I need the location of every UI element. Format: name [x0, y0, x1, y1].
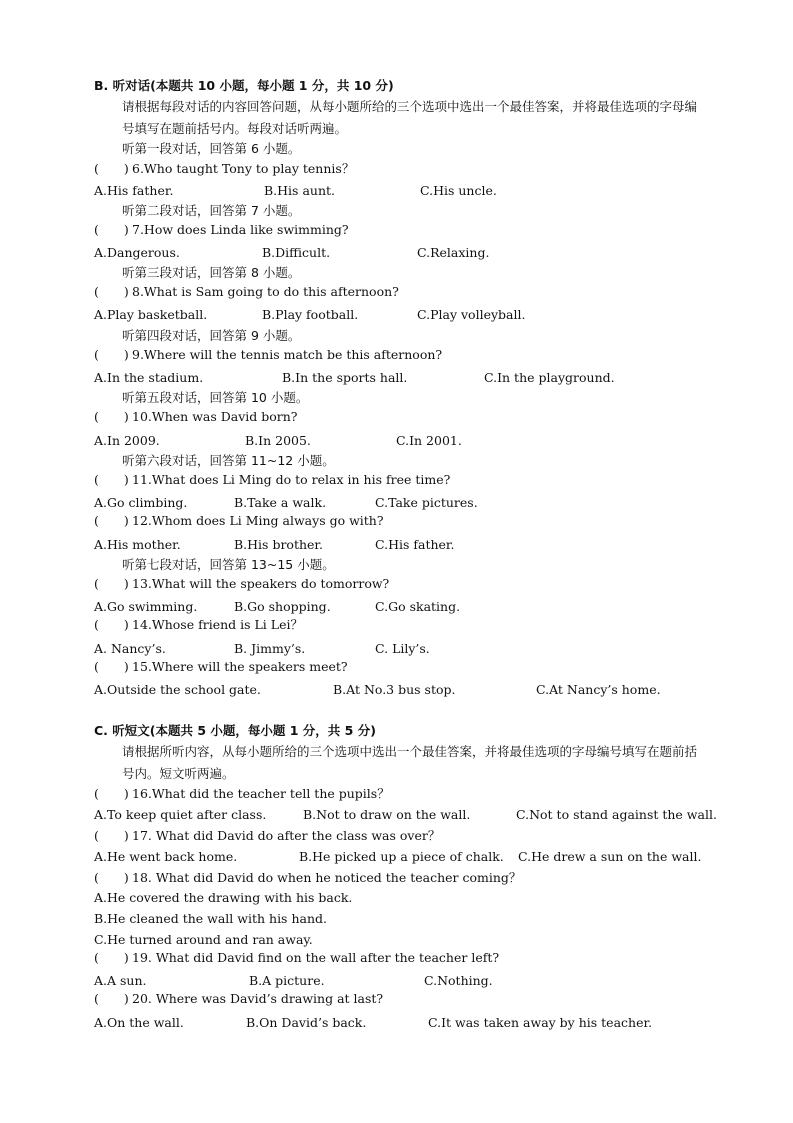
- group-5-label: 听第五段对话，回答第 10 小题。: [122, 390, 309, 405]
- option-b: B.His brother.: [234, 537, 323, 552]
- question-text: 13.What will the speakers do tomorrow?: [132, 576, 390, 591]
- option-b: B.He picked up a piece of chalk.: [299, 849, 504, 864]
- question-text: 9.Where will the tennis match be this afternoon?: [132, 347, 443, 362]
- options-17: [94, 849, 714, 865]
- option-a: A.In the stadium.: [94, 370, 204, 385]
- options-9: [94, 370, 714, 386]
- group-6-label: 听第六段对话，回答第 11~12 小题。: [122, 453, 335, 468]
- option-c: C.Nothing.: [424, 973, 493, 988]
- answer-blank[interactable]: ( ): [94, 222, 129, 237]
- question-text: 15.Where will the speakers meet?: [132, 659, 348, 674]
- question-text: 18. What did David do when he noticed the teacher coming？: [132, 870, 522, 885]
- question-text: 17. What did David do after the class was over？: [132, 828, 441, 843]
- question-13: [94, 576, 389, 592]
- option-b: B.Go shopping.: [234, 599, 331, 614]
- option-b: B.In the sports hall.: [282, 370, 408, 385]
- option-c: C.At Nancy’s home.: [536, 682, 661, 697]
- option-c: C. Lily’s.: [375, 641, 430, 656]
- option-b: B.A picture.: [249, 973, 325, 988]
- option-b: B.Difficult.: [262, 245, 331, 260]
- option-c: C.It was taken away by his teacher.: [428, 1015, 653, 1030]
- group-7-label: 听第七段对话，回答第 13~15 小题。: [122, 557, 335, 572]
- option-c: C.Play volleyball.: [417, 307, 526, 322]
- options-13: [94, 599, 714, 615]
- question-9: [94, 347, 442, 363]
- question-18: [94, 870, 521, 886]
- answer-blank[interactable]: ( ): [94, 617, 129, 632]
- section-c-title: C. 听短文(本题共 5 小题，每小题 1 分，共 5 分): [94, 723, 376, 738]
- option-c: C.Not to stand against the wall.: [516, 807, 717, 822]
- question-19: [94, 950, 499, 966]
- section-c-instruction-text: 请根据所听内容，从每小题所给的三个选项中选出一个最佳答案，并将最佳选项的字母编号填写在题前括号内。短文听两遍。: [122, 744, 698, 781]
- option-b: B.On David’s back.: [246, 1015, 367, 1030]
- options-14: [94, 641, 714, 657]
- question-text: 7.How does Linda like swimming?: [132, 222, 349, 237]
- option-c: C.He drew a sun on the wall.: [518, 849, 702, 864]
- question-7: [94, 222, 349, 238]
- answer-blank[interactable]: ( ): [94, 472, 129, 487]
- answer-blank[interactable]: ( ): [94, 284, 129, 299]
- question-text: 11.What does Li Ming do to relax in his free time?: [132, 472, 451, 487]
- option-b: B.His aunt.: [264, 183, 335, 198]
- option-c: C.In the playground.: [484, 370, 615, 385]
- options-19: [94, 973, 714, 989]
- section-b-title: B. 听对话(本题共 10 小题，每小题 1 分，共 10 分): [94, 78, 394, 93]
- question-8: [94, 284, 399, 300]
- option-a: A.Go swimming.: [94, 599, 198, 614]
- group-2-label: 听第二段对话，回答第 7 小题。: [122, 203, 301, 218]
- option-a: A.To keep quiet after class.: [94, 807, 267, 822]
- group-1-label: 听第一段对话，回答第 6 小题。: [122, 141, 301, 156]
- option-b: B.At No.3 bus stop.: [333, 682, 456, 697]
- question-text: 12.Whom does Li Ming always go with?: [132, 513, 384, 528]
- question-16: [94, 786, 390, 802]
- option-b: B.Take a walk.: [234, 495, 327, 510]
- question-text: 20. Where was David’s drawing at last?: [132, 991, 384, 1006]
- answer-blank[interactable]: ( ): [94, 659, 129, 674]
- option-c: C.In 2001.: [396, 433, 462, 448]
- options-16: [94, 807, 717, 823]
- options-11: [94, 495, 714, 511]
- question-14: [94, 617, 303, 633]
- option-a: A. Nancy’s.: [94, 641, 166, 656]
- option-c: C.His uncle.: [420, 183, 497, 198]
- answer-blank[interactable]: ( ): [94, 513, 129, 528]
- option-a: A.His father.: [94, 183, 174, 198]
- section-c-instruction: [94, 741, 699, 785]
- options-8: [94, 307, 714, 323]
- answer-blank[interactable]: ( ): [94, 950, 129, 965]
- options-20: [94, 1015, 714, 1031]
- option-a: A.His mother.: [94, 537, 181, 552]
- option-a: A.On the wall.: [94, 1015, 184, 1030]
- question-10: [94, 409, 298, 425]
- question-11: [94, 472, 450, 488]
- question-15: [94, 659, 348, 675]
- option-a: A.In 2009.: [94, 433, 160, 448]
- question-20: [94, 991, 383, 1007]
- option-b: B.Not to draw on the wall.: [303, 807, 471, 822]
- option-c: C.He turned around and ran away.: [94, 932, 313, 947]
- group-3-label: 听第三段对话，回答第 8 小题。: [122, 265, 301, 280]
- answer-blank[interactable]: ( ): [94, 347, 129, 362]
- option-a: A.A sun.: [94, 973, 147, 988]
- answer-blank[interactable]: ( ): [94, 786, 129, 801]
- answer-blank[interactable]: ( ): [94, 576, 129, 591]
- options-6: [94, 183, 714, 199]
- question-text: 19. What did David find on the wall after the teacher left?: [132, 950, 500, 965]
- option-a: A.Dangerous.: [94, 245, 180, 260]
- options-7: [94, 245, 714, 261]
- answer-blank[interactable]: ( ): [94, 409, 129, 424]
- question-text: 14.Whose friend is Li Lei？: [132, 617, 303, 632]
- option-b: B.In 2005.: [245, 433, 311, 448]
- question-text: 10.When was David born?: [132, 409, 298, 424]
- options-10: [94, 433, 714, 449]
- option-c: C.Relaxing.: [417, 245, 490, 260]
- answer-blank[interactable]: ( ): [94, 870, 129, 885]
- section-b-instruction-text: 请根据每段对话的内容回答问题，从每小题所给的三个选项中选出一个最佳答案，并将最佳选项的字母编号填写在题前括号内。每段对话听两遍。: [122, 99, 698, 136]
- option-a: A.He went back home.: [94, 849, 238, 864]
- option-a: A.Go climbing.: [94, 495, 188, 510]
- option-b: B.Play football.: [262, 307, 359, 322]
- option-a: A.He covered the drawing with his back.: [94, 890, 353, 905]
- question-12: [94, 513, 384, 529]
- section-b-instruction: [94, 96, 699, 140]
- answer-blank[interactable]: ( ): [94, 161, 129, 176]
- option-c: C.His father.: [375, 537, 455, 552]
- answer-blank[interactable]: ( ): [94, 828, 129, 843]
- group-4-label: 听第四段对话，回答第 9 小题。: [122, 328, 301, 343]
- option-b: B. Jimmy’s.: [234, 641, 306, 656]
- question-17: [94, 828, 440, 844]
- option-b: B.He cleaned the wall with his hand.: [94, 911, 327, 926]
- options-12: [94, 537, 714, 553]
- question-text: 6.Who taught Tony to play tennis？: [132, 161, 355, 176]
- option-c: C.Take pictures.: [375, 495, 478, 510]
- question-6: [94, 161, 354, 177]
- answer-blank[interactable]: ( ): [94, 991, 129, 1006]
- option-c: C.Go skating.: [375, 599, 461, 614]
- question-text: 16.What did the teacher tell the pupils？: [132, 786, 390, 801]
- options-15: [94, 682, 714, 698]
- question-text: 8.What is Sam going to do this afternoon?: [132, 284, 399, 299]
- option-a: A.Outside the school gate.: [94, 682, 261, 697]
- option-a: A.Play basketball.: [94, 307, 208, 322]
